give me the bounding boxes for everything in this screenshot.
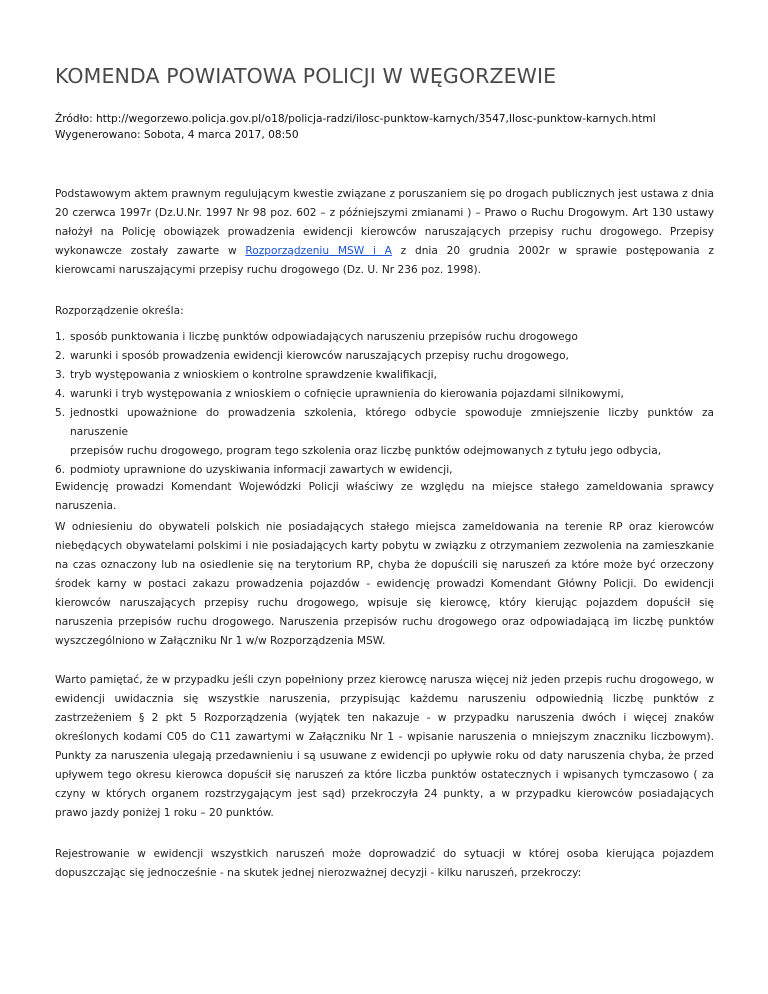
paragraph-line: ewidencji uwidacznia się wszystkie naruszenia, przypisując każdemu naruszeniu odpowiednią liczbę punktów z <box>55 693 714 705</box>
source-url: Źródło: http://wegorzewo.policja.gov.pl/o18/policja-radzi/ilosc-punktow-karnych/3547,Ilosc-punktow-karnych.html <box>55 113 656 125</box>
regulation-list <box>55 328 714 480</box>
regulation-link[interactable]: Rozporządzeniu MSW i A <box>245 245 392 257</box>
list-item-text: podmioty uprawnione do uzyskiwania informacji zawartych w ewidencji, <box>70 464 453 476</box>
regulation-list-item <box>55 366 714 385</box>
paragraph-line: Rejestrowanie w ewidencji wszystkich naruszeń może doprowadzić do sytuacji w której osoba kierująca pojazdem <box>55 848 714 860</box>
foreign-drivers-paragraph <box>55 518 714 651</box>
paragraph-line: zastrzeżeniem § 2 pkt 5 Rozporządzenia (wyjątek ten nakazuje - w przypadku naruszenia dwóch i więcej znaków określonych <box>55 712 714 743</box>
paragraph-line: czyny w których organem rozstrzygającym jest sąd) przekroczyła 24 punkty, a w przypadku kierowców posiadających prawo <box>55 788 714 819</box>
generated-date: Wygenerowano: Sobota, 4 marca 2017, 08:50 <box>55 129 299 141</box>
paragraph-line: środek karny w postaci zakazu prowadzenia pojazdów - ewidencję prowadzi Komendant Główny Policji. <box>55 578 637 590</box>
paragraph-line: kodami C05 do C11 zawartymi w Załączniku Nr 1 - wpisanie naruszenia o mniejszym znaczniku liczbowym). <box>123 731 714 743</box>
register-paragraph <box>55 845 714 883</box>
list-item-text: warunki i tryb występowania z wnioskiem o cofnięcie uprawnienia do kierowania pojazdami silnikowymi, <box>70 388 624 400</box>
intro-line: kierowcami naruszającymi przepisy ruchu drogowego (Dz. U. Nr 236 poz. 1998). <box>55 264 482 276</box>
intro-line: Podstawowym aktem prawnym regulującym kwestie związane z poruszaniem się po drogach publicznych jest ustawa z dnia <box>55 188 714 200</box>
paragraph-line: naruszenia przepisów ruchu drogowego. <box>55 616 275 628</box>
regulation-list-item <box>55 347 714 366</box>
regulation-list-item <box>55 328 714 347</box>
regulation-list-item <box>55 404 714 461</box>
evidence-paragraph <box>55 478 714 516</box>
list-item-number: 5. <box>55 407 66 419</box>
paragraph-line: niebędących obywatelami polskimi i nie posiadających karty pobytu w związku z otrzymaniem zezwolenia na zamieszkanie <box>55 540 714 552</box>
list-item-number: 6. <box>55 464 66 476</box>
list-item-text: przepisów ruchu drogowego, program tego szkolenia oraz liczbę punktów odejmowanych z tytułu jego odbycia, <box>70 445 662 457</box>
list-item-text: sposób punktowania i liczbę punktów odpowiadających naruszeniu przepisów ruchu drogowego <box>70 331 578 343</box>
list-item-number: 4. <box>55 388 66 400</box>
list-item-number: 2. <box>55 350 66 362</box>
remember-paragraph <box>55 671 714 823</box>
regulation-heading <box>55 302 714 321</box>
paragraph-line: Naruszenia przepisów ruchu drogowego oraz odpowiadającą im liczbę punktów wyszczególniono w Załączniku Nr 1 w/w <box>55 616 714 647</box>
paragraph-line: naruszenia. <box>55 500 117 512</box>
paragraph-line: Punkty za naruszenia ulegają przedawnieniu i są usuwane z ewidencji po upływie roku od daty naruszenia chyba, że przed <box>55 750 714 762</box>
paragraph-line: Warto pamiętać, że w przypadku jeśli czyn popełniony przez kierowcę narusza więcej niż jeden przepis ruchu drogowego, w <box>55 674 714 686</box>
paragraph-line: dopuszczając się jednocześnie - na skutek jednej nierozważnej decyzji - kilku naruszeń, przekroczy: <box>55 867 582 879</box>
list-item-text: jednostki upoważnione do prowadzenia szkolenia, którego odbycie spowoduje zmniejszenie liczby punktów za naruszenie <box>70 407 714 438</box>
regulation-heading-text: Rozporządzenie określa: <box>55 305 184 317</box>
list-item-text: warunki i sposób prowadzenia ewidencji kierowców naruszających przepisy ruchu drogowego, <box>70 350 569 362</box>
paragraph-line: Do ewidencji kierowców naruszających przepisy ruchu drogowego, wpisuje się kierowcę, który kierując pojazdem dopuścił się <box>55 578 714 609</box>
paragraph-line: na czas oznaczony lub na osiedlenie się na terytorium RP, chyba że dopuścili się naruszeń za które może być orzeczony <box>55 559 714 571</box>
page-title: KOMENDA POWIATOWA POLICJI W WĘGORZEWIE <box>55 64 557 88</box>
intro-text: z dnia 20 grudnia 2002r w sprawie postępowania z <box>400 245 714 257</box>
intro-line: 20 czerwca 1997r (Dz.U.Nr. 1997 Nr 98 poz. 602 – z późniejszymi zmianami ) – Prawo o Ruchu Drogowym. Art 130 ustawy <box>55 207 714 219</box>
paragraph-line: Rozporządzenia MSW. <box>270 635 386 647</box>
intro-line: nałożył na Policję obowiązek prowadzenia ewidencji kierowców naruszających przepisy ruchu drogowego. <box>55 226 662 238</box>
paragraph-line: W odniesieniu do obywateli polskich nie posiadających stałego miejsca zameldowania na terenie RP oraz kierowców <box>55 521 714 533</box>
regulation-list-item <box>55 385 714 404</box>
document-meta <box>55 111 656 143</box>
paragraph-line: Ewidencję prowadzi Komendant Wojewódzki Policji właściwy ze względu na miejsce stałego zameldowania sprawcy <box>55 481 714 493</box>
list-item-number: 1. <box>55 331 66 343</box>
list-item-text: tryb występowania z wnioskiem o kontrolne sprawdzenie kwalifikacji, <box>70 369 437 381</box>
intro-paragraph <box>55 185 714 280</box>
intro-text: Przepisy wykonawcze zostały zawarte w <box>55 226 714 257</box>
paragraph-line: upływem tego okresu kierowca dopuścił się naruszeń za które liczba punktów ostatecznych i wpisanych tymczasowo ( za <box>55 769 714 781</box>
paragraph-line: jazdy poniżej 1 roku – 20 punktów. <box>91 807 274 819</box>
list-item-number: 3. <box>55 369 66 381</box>
